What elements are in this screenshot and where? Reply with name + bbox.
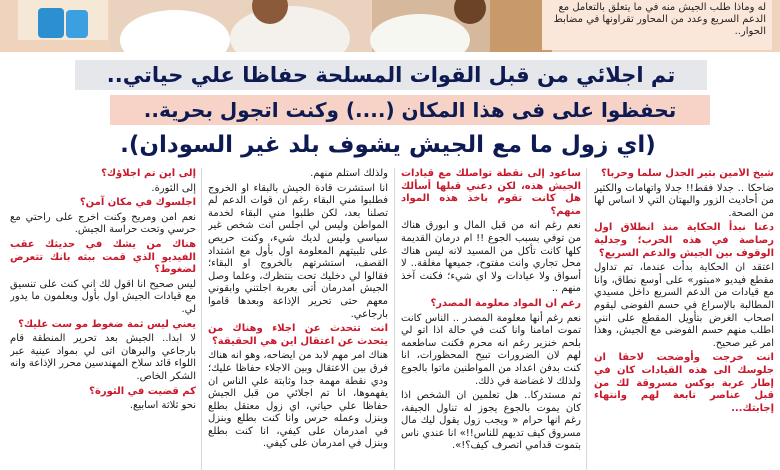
question-text: دعنا نبدأ الحكاية منذ انطلاق اول رصاصة في هذه الحرب؛ وجدلية الوقوف بين الجيش والدعم السريع؟: [594, 222, 774, 259]
body-paragraph: ولذلك استلم منهم.: [310, 168, 388, 179]
body-paragraph: انا استشرت قادة الجيش بالبقاء او الخروج فطلبوا مني البقاء رغم ان قوات الدعم لم تصلنا بعد، لكن طلبوا مني البقاء لخدمة المواطن وليس لي اجلس انت شخص غير سياسي وليس لديك شيء، وكنت حريص على تلبيتهم المعلومة اول بأول مع اشتداد القصف، استشرتهم بالخروج او البقاء؛ فقالوا لي دخليك تحت بنتظرك، وعلما وصل الجيش امدرمان أتى بعربة اجلتني وابقوني معهم حتى تحرير الإذاعة وبعدها قاموا بارجاعي.: [208, 182, 388, 320]
article-column-1: [594, 168, 774, 470]
question-text: اجلسوك في مكان آمن؟: [79, 197, 196, 209]
question-text: ساعود إلى نقطة تواصلك مع قيادات الجيش هذه، لكن دعني قبلها أسألك هل كانت تقوم باخذ هذه المواد منهم؟: [401, 168, 581, 217]
question-text: يعني ليس ثمة ضغوط مو ست عليك؟: [18, 318, 196, 330]
column-divider: [201, 168, 202, 470]
headline-line-2: تحفظوا على فى هذا المكان (....) وكنت اتجول بحرية..: [110, 95, 710, 125]
body-paragraph: ثم مستدركا.. هل تعلمين ان الشخص اذا كان يموت بالجوع يجوز له تناول الجيفة، رغم انها حرام « ويجب زول يقول ليك مال مسروق كيف تديهم للناس!!» انا عندي ناس بتموت قدامي اتصرف كيف؟!».: [401, 390, 581, 452]
question-text: رغم ان المواد معلومة المصدر؟: [430, 297, 581, 309]
body-paragraph: نعم رغم انه من قبل المال و ابورق هناك من توفي بسبب الجوع !! ام درمان القديمة كلها كانت تأكل من المسيد لانه ليس هناك محل تجاري وانت مفتوح، جميعها مغلقة.. لا أسواق ولا عيادات ولا اي شيء؛ فكنت آخذ منهم ..: [401, 220, 581, 295]
body-paragraph: ضاحكا .. جدلا فقط!! جدلا واتهامات والكثير من أحاديث الزور والبهتان التي لا اساس لها من الصحة.: [594, 182, 774, 219]
question-text: شيخ الأمين بثير الجدل سلما وحربا؟: [601, 168, 774, 179]
column-divider: [394, 168, 395, 470]
body-paragraph: نعم امن ومريح وكنت اخرج على راحتي مع حرسي وتحت حراسة الجيش.: [10, 211, 196, 236]
top-photo: [0, 0, 780, 52]
top-paragraph: له وماذا طلب الجيش منه في ما يتعلق بالتعامل مع الدعم السريع وعدد من المحاور تقراونها في مضابط الحوار..: [542, 0, 772, 50]
headline-line-3: (اي زول ما مع الجيش يشوف بلد غير السودان).: [120, 132, 656, 158]
headline-line-1: تم اجلائي من قبل القوات المسلحة حفاظا علي حياتي..: [75, 60, 707, 90]
body-paragraph: اعتقد ان الحكاية بدأت عندما، تم تداول مقطع فيديو «مبتور» على أوسع نطاق، وانا مع قيادات من الدعم السريع داخل مسيدي المطالبة بالإسراع في حسم الفوضى ليقوم اصحاب الغرض بتأويل المقطع على انني اطلب منهم حسم الفوضى مع الجيش، وهذا امر غير صحيح.: [594, 262, 774, 349]
body-paragraph: نحو ثلاثة اسابيع.: [129, 400, 196, 412]
question-text: انت تتحدث عن اجلاء وهناك من يتحدث عن اعتقال اين هي الحقيقة؟: [208, 323, 388, 347]
article-column-4: [10, 168, 196, 470]
question-text: كم قضيت في الثورة؟: [89, 385, 196, 397]
question-text: انت خرجت وأوضحت لاحقا ان جلوسك الى هذه القيادات كان في إطار عربة بوكس مسروقة لك من قبل عناصر تابعة لهم وانتهاء إجابتك...: [594, 352, 774, 414]
question-text: هناك من يشك في حديثك عقب الفيديو الذي قمت ببثه بانك تتعرض لضغوط؟: [10, 238, 196, 276]
body-paragraph: لا ابدا.. الجيش بعد تحرير المنطقة قام بارجاعي والبرهان اتى لي بمواد عينية عبر اللواء قائد سلاح المهندسين محرر الإذاعة وانه الشكر الخاص.: [10, 333, 196, 382]
article-column-3: [208, 168, 388, 470]
body-paragraph: ليس صحيح انا اقول لك اني كنت على تنسيق مع قيادات الجيش اول بأول ويعلمون ما يدور لي.: [10, 278, 196, 315]
question-text: إلى أين تم اجلاؤك؟: [101, 168, 196, 179]
column-divider: [586, 168, 587, 470]
article-column-2: [401, 168, 581, 470]
body-paragraph: نعم رغم أنها معلومة المصدر .. الناس كانت تموت امامنا وانا كنت في حالة اذا اتو لي بلحم خنزير رغم انه محرم فكنت ساطعمه لهم لان الضرورات تبيح المحظورات، انا كنت بدفن اعداد من المواطنين ماتوا بالجوع ولذلك لا غضاضة في ذلك.: [401, 312, 581, 387]
article-columns: [8, 168, 776, 470]
body-paragraph: هناك امر مهم لابد من ايضاحه، وهو انه هناك فرق بين الاعتقال وبين الاجلاء حفاظا عليك؛ ودي نقطة مهمة جدا وثابتة علي الناس ان يفهموها، انا تم اجلائي من قبل الجيش حفاظا علي حياتي، اي زول معتقل بطلع وينزل وعمله حرس وانا كنت بطلع وبنزل في امدرمان على كيفي، انا كنت بطلع وبنزل في امدرمان على كيفي.: [208, 350, 388, 450]
body-paragraph: إلى الثورة.: [151, 182, 196, 194]
